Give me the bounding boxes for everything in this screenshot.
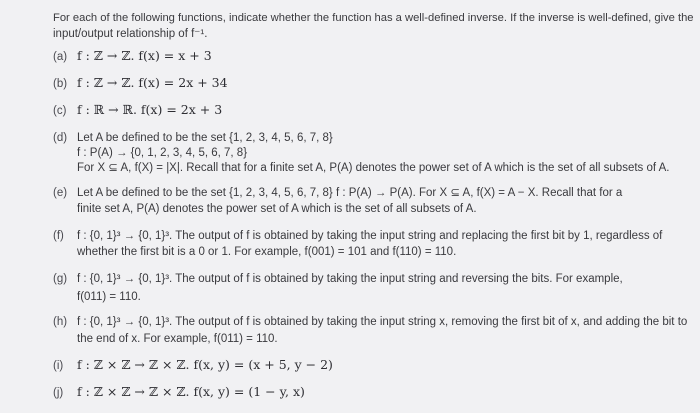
item-h-line-1: f : {0, 1}³ → {0, 1}³. The output of f is obtained by taking the input string x, removing the first bit of x, and adding the bit to	[77, 316, 688, 328]
item-c-text: f : ℝ → ℝ. f(x) = 2x + 3	[77, 102, 223, 117]
item-d-line-1: Let A be defined to be the set {1, 2, 3, 4, 5, 6, 7, 8}	[77, 132, 333, 144]
item-a-label: (a)	[53, 51, 68, 63]
item-g-line-1: f : {0, 1}³ → {0, 1}³. The output of f is obtained by taking the input string and reversing the bits. For example,	[77, 273, 623, 285]
item-a-text: f : ℤ → ℤ. f(x) = x + 3	[77, 48, 212, 63]
intro-line-1: For each of the following functions, indicate whether the function has a well-defined inverse. If the inverse is well-defined, give the	[53, 12, 694, 24]
item-g-line-2: f(011) = 110.	[77, 291, 141, 303]
item-d-line-2: f : P(A) → {0, 1, 2, 3, 4, 5, 6, 7, 8}	[77, 147, 248, 159]
item-e-label: (e)	[53, 187, 68, 199]
item-i-text: f : ℤ × ℤ → ℤ × ℤ. f(x, y) = (x + 5, y − 2)	[77, 357, 333, 372]
item-c-label: (c)	[53, 105, 67, 117]
item-j-label: (j)	[53, 387, 64, 399]
item-j-text: f : ℤ × ℤ → ℤ × ℤ. f(x, y) = (1 − y, x)	[77, 384, 305, 399]
item-h-line-2: the end of x. For example, f(011) = 110.	[77, 333, 278, 345]
item-e-line-2: finite set A, P(A) denotes the power set of A which is the set of all subsets of A.	[77, 203, 477, 215]
item-f-line-2: whether the first bit is a 0 or 1. For example, f(001) = 101 and f(110) = 110.	[77, 246, 457, 258]
item-h-label: (h)	[53, 316, 68, 328]
item-d-line-3: For X ⊆ A, f(X) = |X|. Recall that for a finite set A, P(A) denotes the power set of A which is the set of all subsets of A.	[77, 162, 670, 174]
item-f-label: (f)	[53, 230, 64, 242]
item-f-line-1: f : {0, 1}³ → {0, 1}³. The output of f is obtained by taking the input string and replacing the first bit by 1, regardless of	[77, 230, 663, 242]
item-b-text: f : ℤ → ℤ. f(x) = 2x + 34	[77, 75, 228, 90]
intro-line-2: input/output relationship of f⁻¹.	[53, 28, 208, 40]
item-d-label: (d)	[53, 132, 68, 144]
item-i-label: (i)	[53, 360, 64, 372]
item-b-label: (b)	[53, 78, 68, 90]
item-e-line-1: Let A be defined to be the set {1, 2, 3, 4, 5, 6, 7, 8} f : P(A) → P(A). For X ⊆ A, f(X) = A − X. Recall that for a	[77, 187, 623, 199]
item-g-label: (g)	[53, 273, 68, 285]
